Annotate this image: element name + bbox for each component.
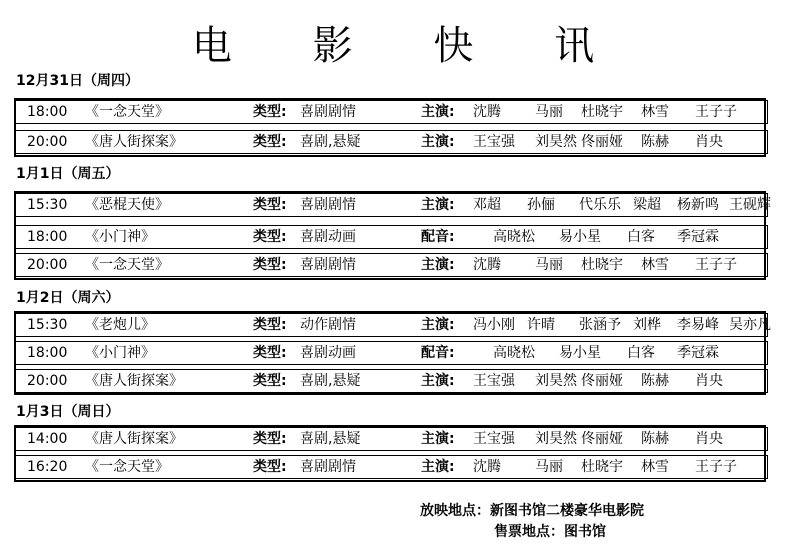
- cast-label: 主演:: [421, 431, 455, 447]
- showtime: 16:20: [27, 459, 68, 475]
- cast-list: [473, 459, 765, 476]
- cast-member: 易小星: [559, 345, 601, 361]
- showtime: 20:00: [27, 257, 68, 273]
- showtime: 14:00: [27, 431, 68, 447]
- genre: 动作剧情: [300, 317, 356, 333]
- cast-member: 王砚辉: [729, 197, 771, 213]
- cast-member: 李易峰: [677, 317, 719, 333]
- day-heading: 12月31日（周四）: [16, 73, 139, 89]
- cast-member: 杜晓宇: [581, 459, 623, 475]
- cast-list: [473, 104, 765, 121]
- cast-member: 王子子: [695, 257, 737, 273]
- showing-row: [14, 225, 768, 249]
- day-heading: 1月2日（周六）: [16, 290, 120, 306]
- genre: 喜剧剧情: [300, 257, 356, 273]
- cast-member: 刘桦: [633, 317, 661, 333]
- showing-row: [14, 427, 768, 451]
- cast-member: 张涵予: [579, 317, 621, 333]
- genre: 喜剧剧情: [300, 104, 356, 120]
- cast-member: 邓超: [473, 197, 501, 213]
- showtime: 18:00: [27, 104, 68, 120]
- showtime: 20:00: [27, 373, 68, 389]
- showtime: 15:30: [27, 197, 68, 213]
- type-label: 类型:: [253, 431, 287, 447]
- voice-label: 配音:: [421, 345, 455, 361]
- cast-member: 王子子: [695, 459, 737, 475]
- day-heading: 1月1日（周五）: [16, 166, 120, 182]
- film-title: 《唐人街探案》: [85, 373, 183, 389]
- cast-list: [473, 317, 771, 334]
- cast-member: 沈腾: [473, 257, 501, 273]
- cast-label: 主演:: [421, 197, 455, 213]
- cast-member: 佟丽娅: [581, 373, 623, 389]
- cast-label: 主演:: [421, 134, 455, 150]
- cast-label: 主演:: [421, 373, 455, 389]
- genre: 喜剧剧情: [300, 459, 356, 475]
- type-label: 类型:: [253, 345, 287, 361]
- cast-member: 马丽: [535, 257, 563, 273]
- cast-member: 白客: [627, 345, 655, 361]
- cast-member: 马丽: [535, 104, 563, 120]
- film-title: 《恶棍天使》: [85, 197, 169, 213]
- genre: 喜剧动画: [300, 229, 356, 245]
- cast-member: 冯小刚: [473, 317, 515, 333]
- genre: 喜剧动画: [300, 345, 356, 361]
- cast-member: 肖央: [695, 373, 723, 389]
- cast-member: 王宝强: [473, 134, 515, 150]
- cast-member: 陈赫: [641, 134, 669, 150]
- cast-member: 刘昊然: [535, 373, 577, 389]
- cast-list: [473, 197, 771, 214]
- cast-member: 王子子: [695, 104, 737, 120]
- genre: 喜剧,悬疑: [300, 373, 361, 389]
- cast-member: 林雪: [641, 459, 669, 475]
- film-title: 《唐人街探案》: [85, 431, 183, 447]
- cast-member: 梁超: [633, 197, 661, 213]
- showtime: 15:30: [27, 317, 68, 333]
- showing-row: [14, 253, 768, 277]
- film-title: 《小门神》: [85, 345, 155, 361]
- cast-member: 易小星: [559, 229, 601, 245]
- showing-row: [14, 100, 768, 124]
- showtime: 18:00: [27, 229, 68, 245]
- cast-member: 杜晓宇: [581, 257, 623, 273]
- cast-member: 沈腾: [473, 459, 501, 475]
- genre: 喜剧,悬疑: [300, 134, 361, 150]
- cast-member: 佟丽娅: [581, 134, 623, 150]
- type-label: 类型:: [253, 229, 287, 245]
- day-heading: 1月3日（周日）: [16, 404, 120, 420]
- cast-member: 季冠霖: [677, 345, 719, 361]
- showing-row: [14, 130, 768, 154]
- cast-list: [473, 229, 765, 246]
- cast-list: [473, 134, 765, 151]
- cast-label: 主演:: [421, 104, 455, 120]
- cast-member: 王宝强: [473, 431, 515, 447]
- page-title: 电 影 快 讯: [191, 23, 629, 69]
- cast-label: 主演:: [421, 459, 455, 475]
- showing-row: [14, 341, 768, 365]
- showing-row: [14, 369, 768, 393]
- cast-list: [473, 431, 765, 448]
- cast-member: 孙俪: [527, 197, 555, 213]
- type-label: 类型:: [253, 134, 287, 150]
- cast-list: [473, 345, 765, 362]
- showing-row: [14, 313, 771, 337]
- cast-member: 林雪: [641, 104, 669, 120]
- cast-member: 白客: [627, 229, 655, 245]
- cast-member: 马丽: [535, 459, 563, 475]
- cast-member: 吴亦凡: [729, 317, 771, 333]
- film-title: 《一念天堂》: [85, 257, 169, 273]
- cast-member: 杨新鸣: [677, 197, 719, 213]
- showing-row: [14, 193, 771, 217]
- cast-member: 许晴: [527, 317, 555, 333]
- cast-member: 刘昊然: [535, 134, 577, 150]
- type-label: 类型:: [253, 104, 287, 120]
- cast-member: 肖央: [695, 431, 723, 447]
- cast-label: 主演:: [421, 257, 455, 273]
- cast-list: [473, 373, 765, 390]
- cast-member: 高晓松: [493, 345, 535, 361]
- ticket-location: 售票地点：图书馆: [494, 524, 606, 540]
- cast-member: 王宝强: [473, 373, 515, 389]
- cast-member: 季冠霖: [677, 229, 719, 245]
- cast-member: 肖央: [695, 134, 723, 150]
- showtime: 20:00: [27, 134, 68, 150]
- type-label: 类型:: [253, 197, 287, 213]
- cast-member: 沈腾: [473, 104, 501, 120]
- showtime: 18:00: [27, 345, 68, 361]
- cast-member: 陈赫: [641, 373, 669, 389]
- film-title: 《一念天堂》: [85, 459, 169, 475]
- genre: 喜剧,悬疑: [300, 431, 361, 447]
- film-title: 《唐人街探案》: [85, 134, 183, 150]
- cast-member: 陈赫: [641, 431, 669, 447]
- cast-member: 代乐乐: [579, 197, 621, 213]
- cast-member: 佟丽娅: [581, 431, 623, 447]
- type-label: 类型:: [253, 459, 287, 475]
- showing-row: [14, 455, 768, 479]
- voice-label: 配音:: [421, 229, 455, 245]
- cast-member: 高晓松: [493, 229, 535, 245]
- film-title: 《一念天堂》: [85, 104, 169, 120]
- type-label: 类型:: [253, 317, 287, 333]
- film-title: 《小门神》: [85, 229, 155, 245]
- genre: 喜剧剧情: [300, 197, 356, 213]
- cast-member: 林雪: [641, 257, 669, 273]
- cast-list: [473, 257, 765, 274]
- screening-location: 放映地点：新图书馆二楼豪华电影院: [420, 503, 644, 519]
- cast-label: 主演:: [421, 317, 455, 333]
- cast-member: 刘昊然: [535, 431, 577, 447]
- cast-member: 杜晓宇: [581, 104, 623, 120]
- type-label: 类型:: [253, 373, 287, 389]
- type-label: 类型:: [253, 257, 287, 273]
- film-title: 《老炮儿》: [85, 317, 155, 333]
